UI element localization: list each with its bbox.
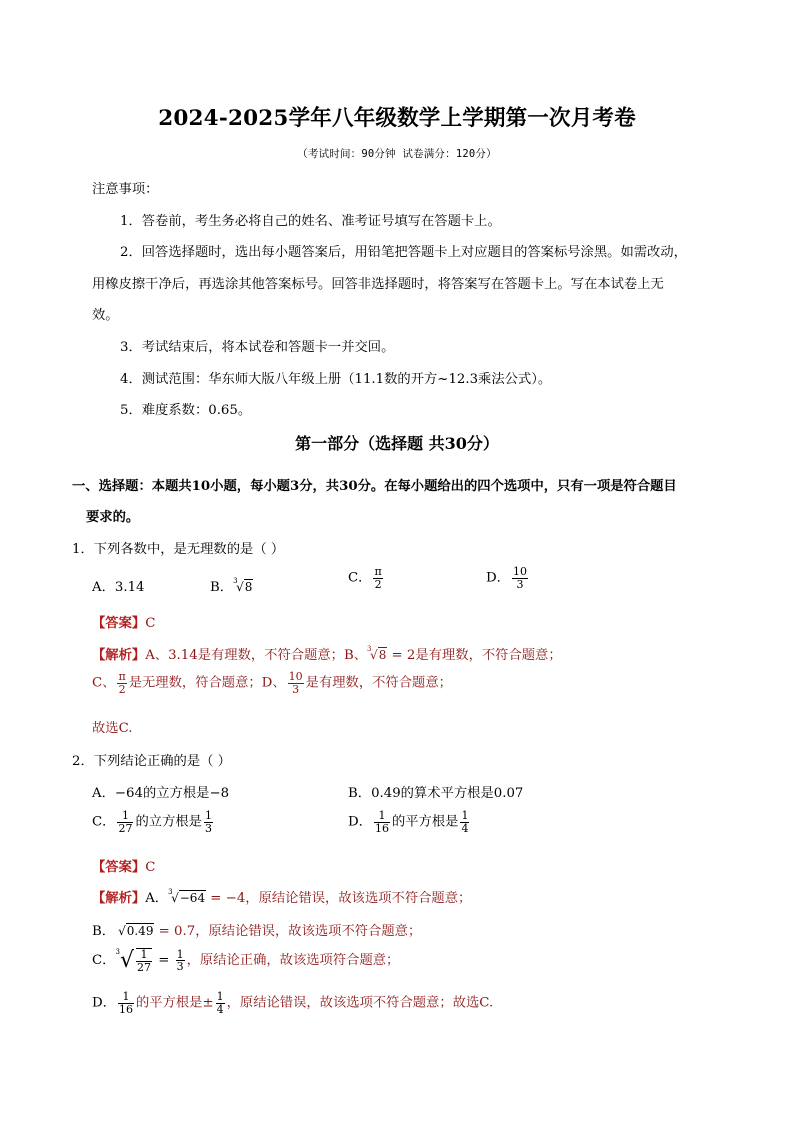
q1-analysis-line-2: C、 $\frac{\pi}{2}$ 是无理数，符合题意；D、 $\frac{10}{3}$ 是有理数，不符合题意； (92, 670, 452, 696)
fraction: $\frac{1}{4}$ (216, 990, 224, 1016)
fraction: $\frac{10}{3}$ (512, 565, 527, 591)
cube-root: 3 √8 (367, 645, 387, 662)
q1-analysis-line-1: 【解析】A、3.14是有理数，不符合题意；B、 3 √8 = 2是有理数，不符合题意； (92, 645, 562, 663)
q1-option-b: B． 3 √8 (210, 577, 253, 595)
section-instructions-line-2: 要求的。 (86, 510, 140, 525)
q1-analysis-line-3: 故选C. (92, 721, 133, 736)
q2-analysis-d: D． $\frac{1}{16}$ 的平方根是± $\frac{1}{4}$ ，原结论错误，故该选项不符合题意；故选C. (92, 990, 494, 1016)
q1-answer: 【答案】C (92, 616, 156, 631)
q2-option-a: A．−64的立方根是−8 (92, 786, 230, 801)
q2-answer: 【答案】C (92, 860, 156, 875)
exam-info: （考试时间：90分钟 试卷满分：120分） (297, 148, 497, 160)
fraction: $\frac{\pi}{2}$ (374, 565, 382, 591)
q1-option-a: A．3.14 (92, 580, 145, 595)
q2-analysis-c: C．$^3$√ $\frac{1}{27}$ = $\frac{1}{3}$ ，原结论正确，故该选项符合题意； (92, 947, 400, 974)
q2-analysis-b: B． √0.49 = 0.7，原结论错误，故该选项不符合题意； (92, 924, 422, 939)
note-1: 1．答卷前，考生务必将自己的姓名、准考证号填写在答题卡上。 (120, 214, 501, 229)
fraction: $\frac{10}{3}$ (288, 670, 303, 696)
note-4: 4．测试范围：华东师大版八年级上册（11.1数的开方~12.3乘法公式）。 (120, 372, 552, 387)
fraction: $\frac{1}{3}$ (204, 809, 212, 835)
note-2-line-3: 效。 (92, 308, 119, 323)
page-title: 2024-2025学年八年级数学上学期第一次月考卷 (158, 106, 636, 131)
square-root: √0.49 (118, 924, 154, 938)
q2-option-b: B．0.49的算术平方根是0.07 (348, 786, 524, 801)
cube-root-icon: √ (119, 947, 134, 973)
q2-option-d: D． $\frac{1}{16}$ 的平方根是 $\frac{1}{4}$ (348, 809, 469, 835)
fraction: $\frac{1}{3}$ (176, 947, 184, 974)
cube-root: 3 √−64 (168, 888, 206, 905)
section-instructions-line-1: 一、选择题：本题共10小题，每小题3分，共30分。在每小题给出的四个选项中，只有一项是符合题目 (72, 479, 677, 494)
q1-option-d: D． $\frac{10}{3}$ (486, 565, 527, 591)
note-2-line-2: 用橡皮擦干净后，再选涂其他答案标号。回答非选择题时，将答案写在答题卡上。写在本试卷上无 (92, 277, 664, 292)
q2-option-c: C． $\frac{1}{27}$ 的立方根是 $\frac{1}{3}$ (92, 809, 212, 835)
note-3: 3．考试结束后，将本试卷和答题卡一并交回。 (120, 340, 395, 355)
section-title: 第一部分（选择题 共30分） (295, 434, 499, 453)
fraction: $\frac{1}{16}$ (118, 990, 133, 1016)
note-5: 5．难度系数：0.65。 (120, 403, 252, 418)
q1-option-c: C． $\frac{\pi}{2}$ (348, 565, 382, 591)
note-2-line-1: 2．回答选择题时，选出每小题答案后，用铅笔把答题卡上对应题目的答案标号涂黑。如需改动， (120, 245, 687, 260)
notes-heading: 注意事项： (92, 182, 159, 197)
cube-root: 3 √8 (233, 577, 253, 594)
question-1-stem: 1．下列各数中，是无理数的是（ ） (72, 542, 285, 557)
fraction: $\frac{\pi}{2}$ (118, 670, 126, 696)
fraction: $\frac{1}{27}$ (136, 948, 151, 974)
q2-analysis-a: 【解析】A． 3 √−64 = −4，原结论错误，故该选项不符合题意； (92, 888, 472, 906)
fraction: $\frac{1}{27}$ (118, 809, 133, 835)
fraction: $\frac{1}{4}$ (461, 809, 469, 835)
fraction: $\frac{1}{16}$ (374, 809, 389, 835)
question-2-stem: 2．下列结论正确的是（ ） (72, 754, 231, 769)
